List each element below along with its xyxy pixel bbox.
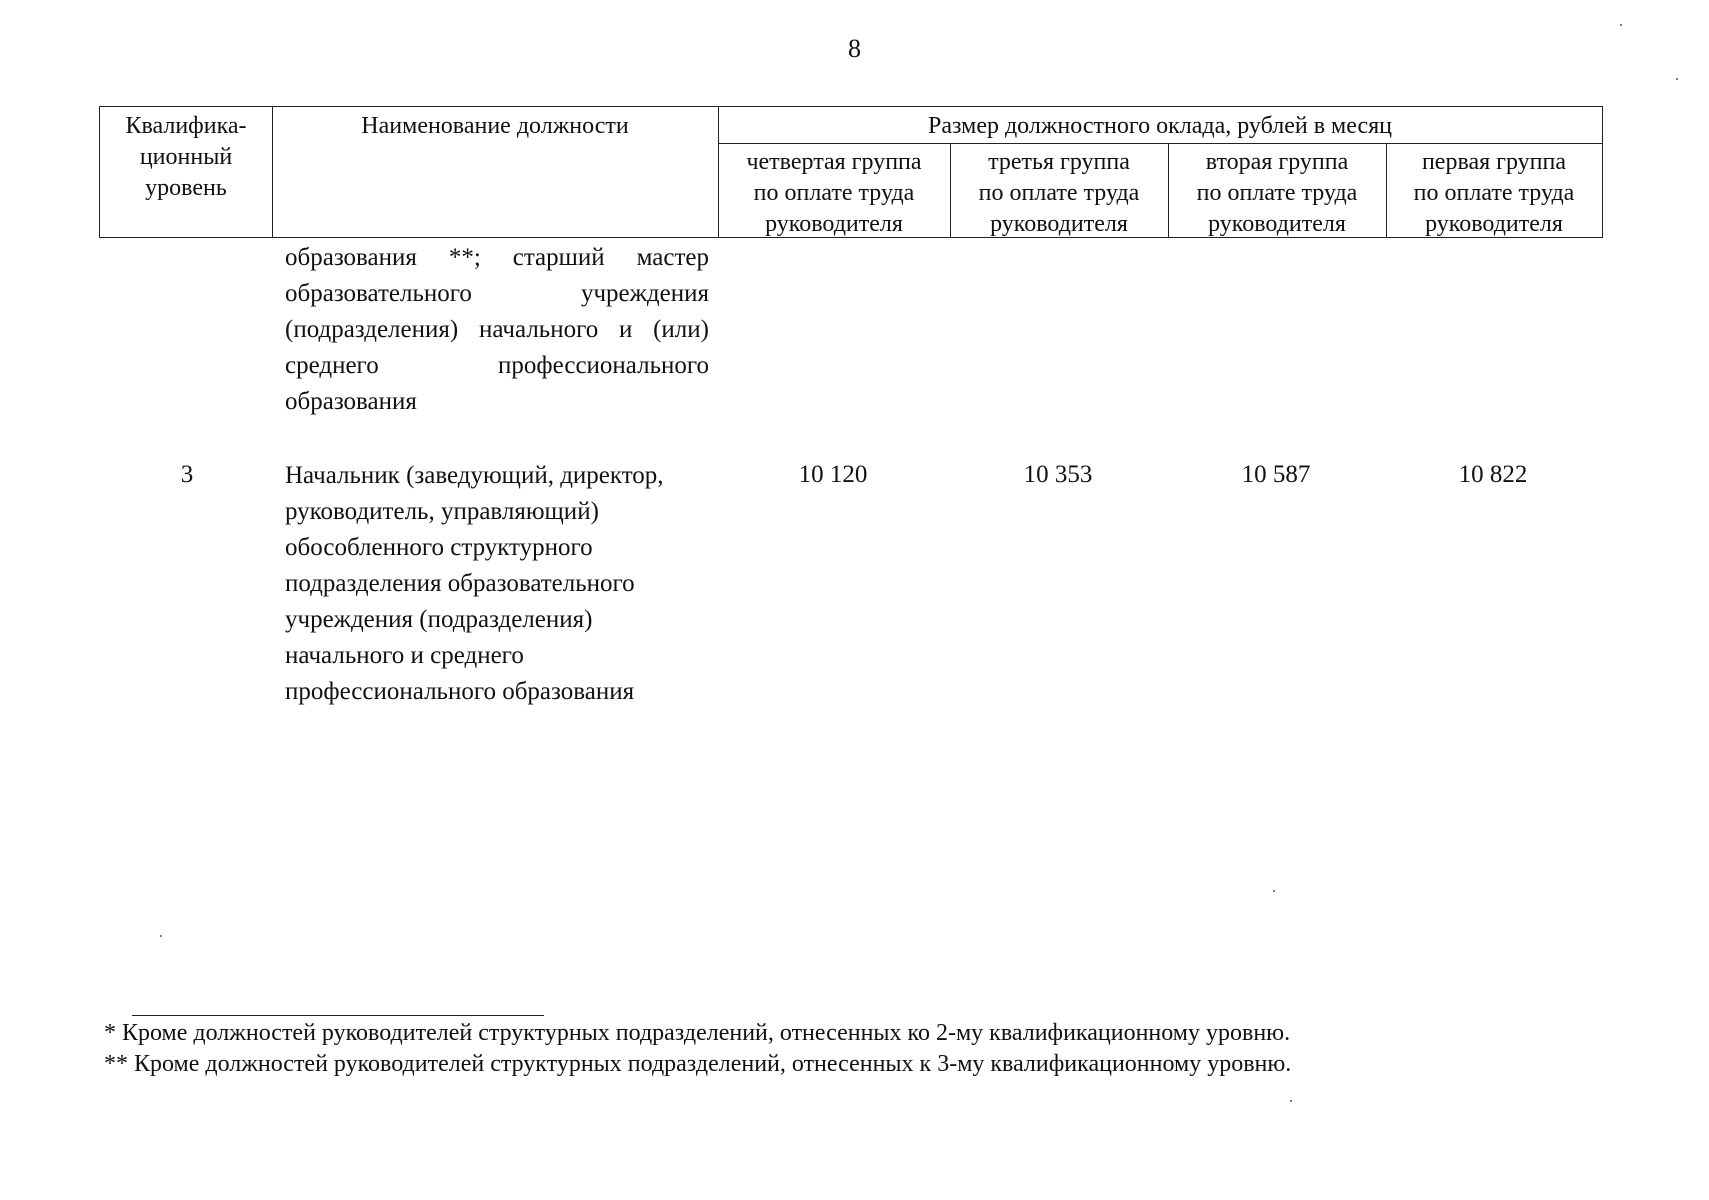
footnote-1: * Кроме должностей руководителей структурных подразделений, отнесенных ко 2-му квалификационному уровню. [104,1020,1291,1046]
text-line: учреждения (подразделения) [285,606,593,633]
header-group-2: вторая группа по оплате труда руководителя [1196,149,1358,237]
header-group-3: третья группа по оплате труда руководителя [978,149,1140,237]
scan-speck [1290,1100,1292,1102]
text-line: подразделения образовательного [285,570,635,597]
scan-speck [1620,24,1622,26]
row-level: 3 [180,461,194,488]
header-group-1: первая группа по оплате труда руководителя [1413,149,1575,237]
text-line: (подразделения) начального и (или) [285,316,709,343]
scan-speck [1676,78,1678,80]
row-divider [718,143,1602,144]
header-position: Наименование должности [361,113,629,139]
salary-group-3: 10 353 [1023,461,1093,488]
page-number: 8 [848,34,861,63]
scan-speck [1273,890,1275,892]
header-group-4: четвертая группа по оплате труда руководителя [746,149,922,237]
scan-speck [160,935,162,937]
text-line: образования [285,388,417,415]
text-line: образовательного учреждения [285,280,709,307]
text-line: Начальник (заведующий, директор, [285,462,664,489]
text-line: руководитель, управляющий) [285,498,599,525]
continuation-text [285,240,709,420]
header-level: Квалифика- ционный уровень [125,113,247,201]
text-line: начального и среднего [285,642,524,669]
footnote-2: ** Кроме должностей руководителей структурных подразделений, отнесенных к 3-му квалификационному уровню. [104,1051,1292,1077]
salary-group-1: 10 822 [1458,461,1528,488]
header-salary-group: Размер должностного оклада, рублей в месяц [927,113,1392,139]
row-position [285,458,725,710]
text-line: среднего профессионального [285,352,709,379]
footnote-divider [132,1015,544,1016]
salary-group-4: 10 120 [798,461,868,488]
text-line: обособленного структурного [285,534,593,561]
text-line: профессионального образования [285,678,635,705]
salary-group-2: 10 587 [1241,461,1311,488]
text-line: образования **; старший мастер [285,244,709,271]
table-header [99,106,1603,238]
